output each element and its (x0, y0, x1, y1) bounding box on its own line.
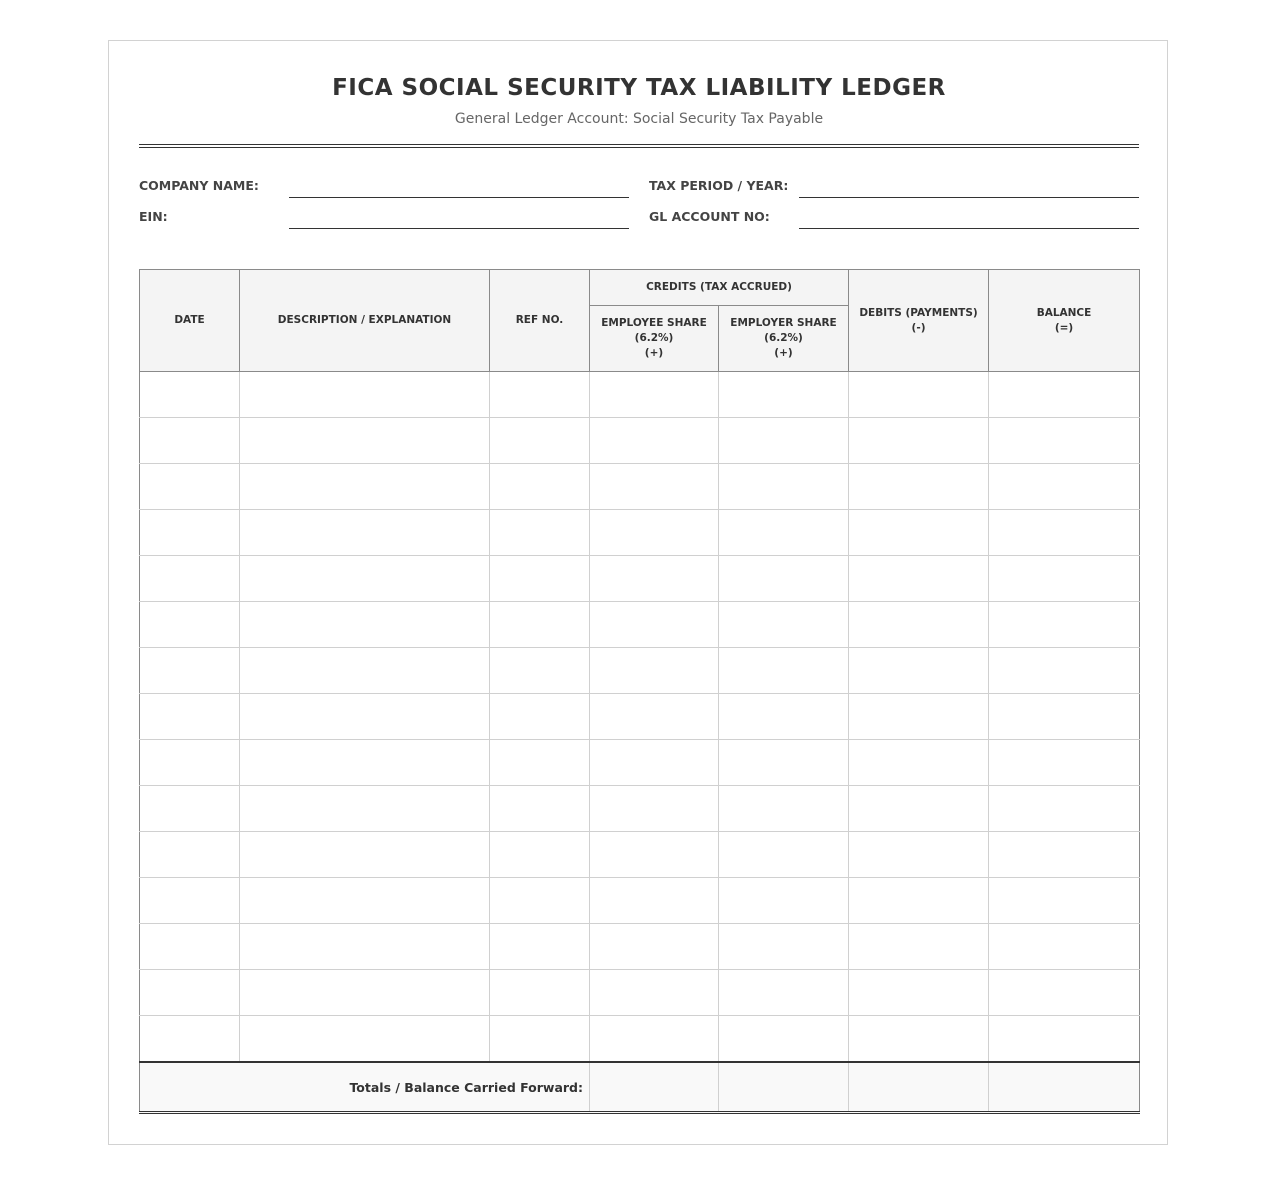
employee-share-cell[interactable] (590, 418, 719, 464)
description-cell[interactable] (240, 418, 490, 464)
employee-share-cell[interactable] (590, 970, 719, 1016)
balance-cell[interactable] (989, 832, 1140, 878)
date-cell[interactable] (140, 372, 240, 418)
ref-no-cell[interactable] (490, 556, 590, 602)
ref-no-cell[interactable] (490, 740, 590, 786)
employee-share-cell[interactable] (590, 878, 719, 924)
credits-group-header (590, 270, 849, 306)
date-cell[interactable] (140, 924, 240, 970)
employer-share-cell[interactable] (719, 418, 849, 464)
date-header-label: DATE (174, 314, 205, 326)
ledger-row (140, 510, 1140, 556)
gl-account-label: GL ACCOUNT NO: (649, 209, 770, 224)
date-cell[interactable] (140, 1016, 240, 1063)
ledger-row (140, 832, 1140, 878)
description-header (240, 270, 490, 372)
total-employee-share-cell[interactable] (590, 1062, 719, 1113)
description-cell[interactable] (240, 556, 490, 602)
balance-cell[interactable] (989, 1016, 1140, 1063)
debits-cell[interactable] (849, 418, 989, 464)
description-cell[interactable] (240, 786, 490, 832)
tax-period-label: TAX PERIOD / YEAR: (649, 178, 789, 193)
ledger-row (140, 970, 1140, 1016)
date-cell[interactable] (140, 786, 240, 832)
description-cell[interactable] (240, 464, 490, 510)
tax-period-field[interactable] (799, 197, 1139, 198)
debits-cell[interactable] (849, 1016, 989, 1063)
ledger-row (140, 372, 1140, 418)
debits-cell[interactable] (849, 464, 989, 510)
ref-no-cell[interactable] (490, 878, 590, 924)
employee-share-cell[interactable] (590, 602, 719, 648)
balance-cell[interactable] (989, 510, 1140, 556)
employer-share-cell[interactable] (719, 878, 849, 924)
debits-sign: (-) (911, 321, 926, 334)
ledger-footer (140, 1062, 1140, 1113)
employee-share-cell[interactable] (590, 740, 719, 786)
ledger-sheet (108, 40, 1168, 1145)
employer-share-cell[interactable] (719, 832, 849, 878)
debits-cell[interactable] (849, 510, 989, 556)
balance-cell[interactable] (989, 418, 1140, 464)
ledger-table (139, 269, 1140, 1114)
page-title: FICA SOCIAL SECURITY TAX LIABILITY LEDGER (332, 75, 946, 101)
date-header (140, 270, 240, 372)
debits-cell[interactable] (849, 786, 989, 832)
date-cell[interactable] (140, 740, 240, 786)
ref-no-cell[interactable] (490, 602, 590, 648)
ref-no-cell[interactable] (490, 694, 590, 740)
date-cell[interactable] (140, 878, 240, 924)
employer-share-cell[interactable] (719, 694, 849, 740)
description-cell[interactable] (240, 372, 490, 418)
total-employer-share-cell[interactable] (719, 1062, 849, 1113)
balance-header (989, 270, 1140, 372)
date-cell[interactable] (140, 694, 240, 740)
employee-share-label: EMPLOYEE SHARE (601, 317, 707, 329)
ledger-row (140, 648, 1140, 694)
employee-share-cell[interactable] (590, 786, 719, 832)
debits-cell[interactable] (849, 602, 989, 648)
employer-share-cell[interactable] (719, 648, 849, 694)
balance-cell[interactable] (989, 602, 1140, 648)
date-cell[interactable] (140, 464, 240, 510)
employee-share-cell[interactable] (590, 556, 719, 602)
debits-cell[interactable] (849, 372, 989, 418)
total-debits-cell[interactable] (849, 1062, 989, 1113)
ref-no-header (490, 270, 590, 372)
ledger-row (140, 556, 1140, 602)
balance-cell[interactable] (989, 694, 1140, 740)
balance-cell[interactable] (989, 464, 1140, 510)
debits-cell[interactable] (849, 740, 989, 786)
debits-cell[interactable] (849, 832, 989, 878)
ref-no-cell[interactable] (490, 924, 590, 970)
employee-share-cell[interactable] (590, 372, 719, 418)
employee-share-cell[interactable] (590, 510, 719, 556)
employee-share-cell[interactable] (590, 464, 719, 510)
description-cell[interactable] (240, 602, 490, 648)
ref-no-cell[interactable] (490, 464, 590, 510)
employee-share-cell[interactable] (590, 1016, 719, 1063)
description-cell[interactable] (240, 740, 490, 786)
employer-share-cell[interactable] (719, 602, 849, 648)
employer-share-cell[interactable] (719, 924, 849, 970)
gl-account-field[interactable] (799, 228, 1139, 229)
debits-cell[interactable] (849, 924, 989, 970)
employee-share-rate: (6.2%) (634, 332, 674, 344)
description-cell[interactable] (240, 924, 490, 970)
ledger-body (140, 372, 1140, 1063)
ref-no-cell[interactable] (490, 832, 590, 878)
balance-cell[interactable] (989, 878, 1140, 924)
employer-share-cell[interactable] (719, 510, 849, 556)
date-cell[interactable] (140, 418, 240, 464)
balance-cell[interactable] (989, 372, 1140, 418)
date-cell[interactable] (140, 556, 240, 602)
employer-share-cell[interactable] (719, 556, 849, 602)
date-cell[interactable] (140, 602, 240, 648)
date-cell[interactable] (140, 970, 240, 1016)
total-balance-cell[interactable] (989, 1062, 1140, 1113)
employee-share-cell[interactable] (590, 648, 719, 694)
page-subtitle: General Ledger Account: Social Security Tax Payable (454, 111, 824, 127)
ref-no-cell[interactable] (490, 786, 590, 832)
description-cell[interactable] (240, 970, 490, 1016)
ledger-row (140, 786, 1140, 832)
ledger-row (140, 1016, 1140, 1063)
employer-share-sign: (+) (774, 347, 793, 359)
description-cell[interactable] (240, 694, 490, 740)
description-cell[interactable] (240, 878, 490, 924)
ledger-row (140, 694, 1140, 740)
description-cell[interactable] (240, 648, 490, 694)
ref-no-cell[interactable] (490, 1016, 590, 1063)
balance-cell[interactable] (989, 648, 1140, 694)
debits-cell[interactable] (849, 556, 989, 602)
description-header-label: DESCRIPTION / EXPLANATION (277, 314, 452, 326)
balance-header-label: BALANCE (1036, 306, 1092, 319)
date-cell[interactable] (140, 648, 240, 694)
ref-no-cell[interactable] (490, 970, 590, 1016)
debits-cell[interactable] (849, 694, 989, 740)
ref-no-cell[interactable] (490, 372, 590, 418)
ledger-row (140, 924, 1140, 970)
employer-share-cell[interactable] (719, 1016, 849, 1063)
ledger-row (140, 740, 1140, 786)
debits-cell[interactable] (849, 970, 989, 1016)
debits-cell[interactable] (849, 878, 989, 924)
company-name-label: COMPANY NAME: (139, 178, 259, 193)
employer-share-cell[interactable] (719, 464, 849, 510)
date-cell[interactable] (140, 832, 240, 878)
employer-share-cell[interactable] (719, 372, 849, 418)
ref-no-cell[interactable] (490, 418, 590, 464)
debits-header-label: DEBITS (PAYMENTS) (859, 306, 978, 319)
employer-share-cell[interactable] (719, 740, 849, 786)
employer-share-header (719, 306, 849, 372)
ein-field[interactable] (289, 228, 629, 229)
ref-no-header-label: REF NO. (515, 314, 564, 326)
employer-share-cell[interactable] (719, 970, 849, 1016)
description-cell[interactable] (240, 832, 490, 878)
description-cell[interactable] (240, 1016, 490, 1063)
credits-group-label: CREDITS (TAX ACCRUED) (646, 281, 792, 293)
debits-header (849, 270, 989, 372)
balance-cell[interactable] (989, 924, 1140, 970)
ledger-row (140, 464, 1140, 510)
balance-cell[interactable] (989, 556, 1140, 602)
ledger-row (140, 418, 1140, 464)
company-name-field[interactable] (289, 197, 629, 198)
debits-cell[interactable] (849, 648, 989, 694)
balance-cell[interactable] (989, 786, 1140, 832)
ref-no-cell[interactable] (490, 648, 590, 694)
ref-no-cell[interactable] (490, 510, 590, 556)
title-divider (139, 144, 1139, 148)
employee-share-header (590, 306, 719, 372)
employee-share-cell[interactable] (590, 694, 719, 740)
ein-label: EIN: (139, 209, 168, 224)
ledger-header (140, 270, 1140, 372)
date-cell[interactable] (140, 510, 240, 556)
employee-share-cell[interactable] (590, 832, 719, 878)
balance-cell[interactable] (989, 740, 1140, 786)
ledger-row (140, 878, 1140, 924)
employee-share-sign: (+) (644, 347, 664, 359)
employer-share-rate: (6.2%) (764, 332, 803, 344)
ledger-row (140, 602, 1140, 648)
employer-share-cell[interactable] (719, 786, 849, 832)
balance-sign: (=) (1054, 321, 1074, 334)
balance-cell[interactable] (989, 970, 1140, 1016)
description-cell[interactable] (240, 510, 490, 556)
employee-share-cell[interactable] (590, 924, 719, 970)
employer-share-label: EMPLOYER SHARE (730, 317, 837, 329)
totals-label: Totals / Balance Carried Forward: (140, 1062, 590, 1113)
